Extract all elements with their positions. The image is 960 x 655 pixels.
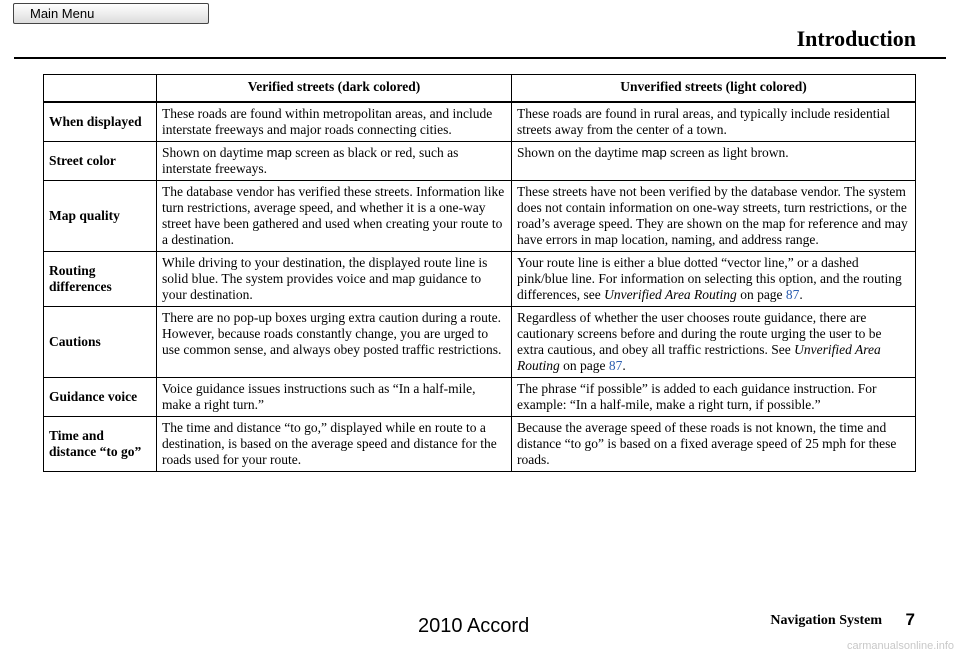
- unverified-cell: These streets have not been verified by the database vendor. The system does not contain information on one-way streets, turn restrictions, or the road’s average speed. They are shown on the map for reference and may have errors in map location, naming, and address range.: [512, 181, 916, 252]
- row-label: Street color: [44, 142, 157, 181]
- verified-cell: The database vendor has verified these streets. Information like turn restrictions, average speed, and whether it is a one-way street have been gathered and used when creating your route to a destination.: [157, 181, 512, 252]
- table-row: [44, 307, 916, 378]
- verified-cell: [157, 142, 512, 181]
- cell-text: Shown on daytime: [162, 145, 267, 160]
- unverified-cell: The phrase “if possible” is added to each guidance instruction. For example: “In a half-mile, make a right turn, if possible.”: [512, 378, 916, 417]
- cell-text: screen as black or red, such as interstate freeways.: [162, 145, 459, 176]
- cell-text: .: [799, 287, 803, 302]
- verified-cell: There are no pop-up boxes urging extra caution during a route. However, because roads constantly change, you are urged to use common sense, and always obey posted traffic restrictions.: [157, 307, 512, 378]
- verified-cell: While driving to your destination, the displayed route line is solid blue. The system provides voice and map guidance to your destination.: [157, 252, 512, 307]
- table-row: [44, 378, 916, 417]
- cell-text: Regardless of whether the user chooses route guidance, there are cautionary screens before and during the route urging the user to be extra cautious, and obey all traffic restrictions. See: [517, 310, 882, 357]
- header-verified: Verified streets (dark colored): [157, 75, 512, 103]
- unverified-cell: Because the average speed of these roads is not known, the time and distance “to go” is based on a fixed average speed of 25 mph for these roads.: [512, 417, 916, 472]
- table-row: [44, 102, 916, 142]
- cell-text: Your route line is either a blue dotted “vector line,” or a dashed pink/blue line. For information on selecting this option, and the routing differences, see: [517, 255, 902, 302]
- footer-section-name: Navigation System: [770, 613, 882, 628]
- verified-cell: The time and distance “to go,” displayed while en route to a destination, is based on the average speed and distance for the roads used for your route.: [157, 417, 512, 472]
- footer-model-name: 2010 Accord: [418, 615, 530, 637]
- table-row: [44, 252, 916, 307]
- verified-cell: Voice guidance issues instructions such as “In a half-mile, make a right turn.”: [157, 378, 512, 417]
- page-title: Introduction: [796, 26, 916, 51]
- cell-text: on page: [559, 358, 609, 373]
- header-empty: [44, 75, 157, 103]
- table-row: [44, 417, 916, 472]
- unverified-cell: [512, 142, 916, 181]
- verified-cell: These roads are found within metropolitan areas, and include interstate freeways and major roads connecting cities.: [157, 102, 512, 142]
- row-label: Routing differences: [44, 252, 157, 307]
- map-term: map: [641, 145, 667, 160]
- row-label: Cautions: [44, 307, 157, 378]
- row-label: When displayed: [44, 102, 157, 142]
- row-label: Time and distance “to go”: [44, 417, 157, 472]
- cell-text: on page: [736, 287, 786, 302]
- table-row: [44, 142, 916, 181]
- title-divider: [14, 57, 946, 59]
- cell-text: screen as light brown.: [666, 145, 789, 160]
- unverified-cell: [512, 252, 916, 307]
- row-label: Guidance voice: [44, 378, 157, 417]
- page-link[interactable]: 87: [608, 358, 623, 373]
- row-label: Map quality: [44, 181, 157, 252]
- cell-text: .: [622, 358, 626, 373]
- map-term: map: [266, 145, 292, 160]
- main-menu-button[interactable]: Main Menu: [13, 3, 209, 24]
- street-comparison-table: [43, 74, 916, 472]
- page-link[interactable]: 87: [785, 287, 800, 302]
- cross-reference-title: Unverified Area Routing: [517, 342, 881, 373]
- cell-text: Shown on the daytime: [517, 145, 642, 160]
- unverified-cell: [512, 307, 916, 378]
- table-header-row: [44, 75, 916, 103]
- unverified-cell: These roads are found in rural areas, and typically include residential streets away from the center of a town.: [512, 102, 916, 142]
- watermark-text: carmanualsonline.info: [846, 640, 954, 652]
- footer-page-number: 7: [905, 610, 915, 629]
- header-unverified: Unverified streets (light colored): [512, 75, 916, 103]
- table-row: [44, 181, 916, 252]
- cross-reference-title: Unverified Area Routing: [604, 287, 737, 302]
